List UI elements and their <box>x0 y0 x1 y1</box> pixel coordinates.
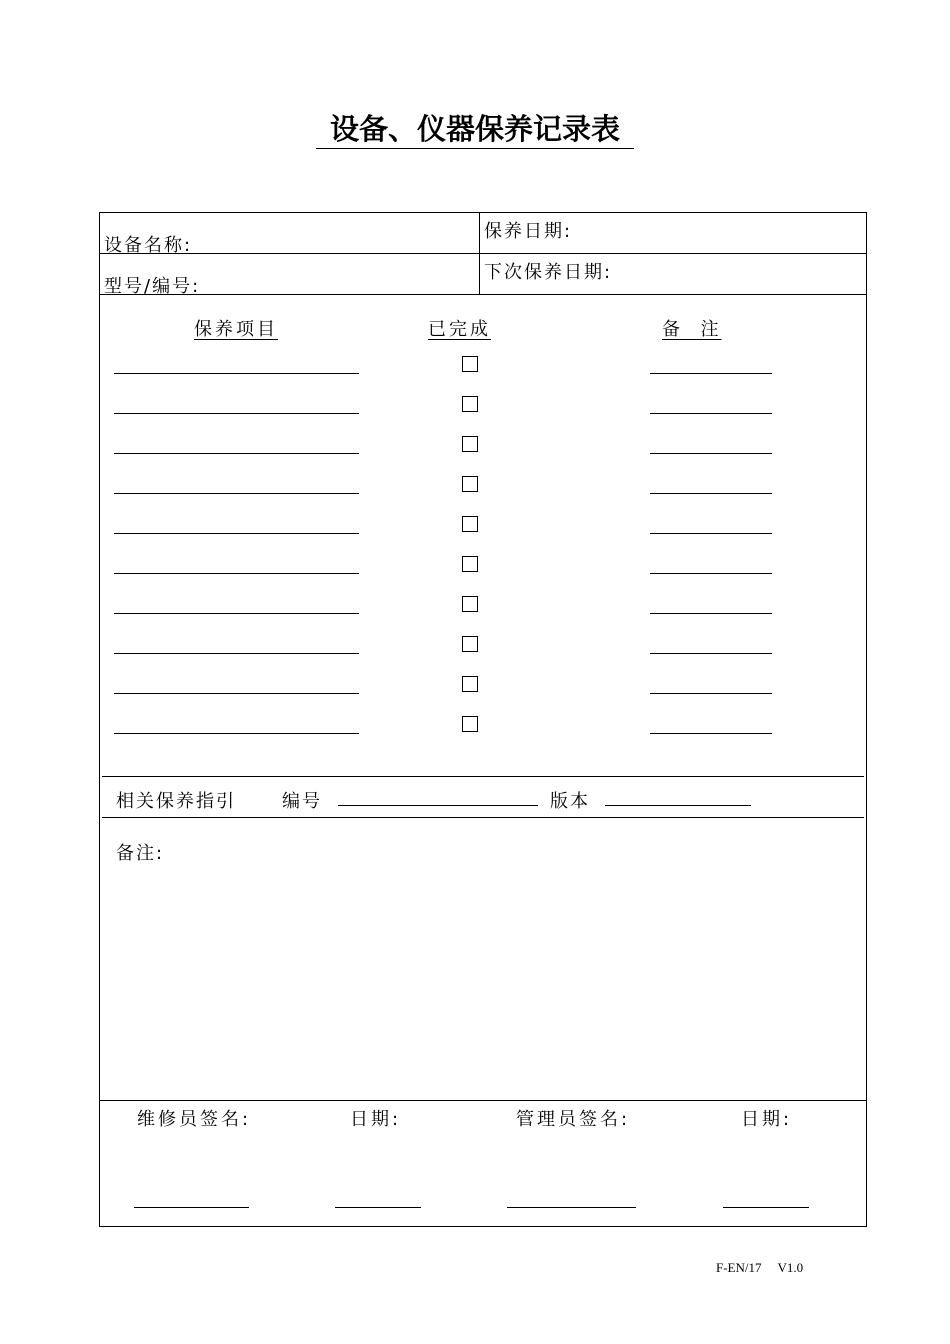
done-checkbox[interactable] <box>462 356 478 372</box>
maintenance-date-label: 保养日期: <box>484 221 573 242</box>
guide-label: 相关保养指引 <box>116 791 236 812</box>
item-entry-line[interactable] <box>114 413 359 414</box>
remark-entry-line[interactable] <box>650 733 772 734</box>
date-label-1: 日期: <box>350 1109 402 1130</box>
item-entry-line[interactable] <box>114 533 359 534</box>
signature-divider <box>100 1100 866 1101</box>
header-divider-1 <box>100 253 866 254</box>
item-entry-line[interactable] <box>114 613 359 614</box>
done-checkbox[interactable] <box>462 476 478 492</box>
maintainer-signature-field[interactable] <box>134 1207 249 1208</box>
done-checkbox[interactable] <box>462 596 478 612</box>
done-checkbox[interactable] <box>462 716 478 732</box>
header-divider-2 <box>100 294 866 295</box>
remark-entry-line[interactable] <box>650 613 772 614</box>
item-entry-line[interactable] <box>114 693 359 694</box>
remark-entry-line[interactable] <box>650 373 772 374</box>
done-checkbox[interactable] <box>462 556 478 572</box>
footer <box>716 1260 803 1276</box>
maintenance-form <box>99 212 867 1227</box>
guide-row <box>102 776 864 818</box>
remark-entry-line[interactable] <box>650 573 772 574</box>
remark-entry-line[interactable] <box>650 493 772 494</box>
done-checkbox[interactable] <box>462 636 478 652</box>
date-label-2: 日期: <box>741 1109 793 1130</box>
done-checkbox[interactable] <box>462 516 478 532</box>
form-title-text: 设备、仪器保养记录表 <box>316 110 634 149</box>
column-header-done: 已完成 <box>428 319 491 340</box>
item-entry-line[interactable] <box>114 373 359 374</box>
remark-entry-line[interactable] <box>650 653 772 654</box>
item-entry-line[interactable] <box>114 573 359 574</box>
guide-number-label: 编号 <box>282 791 322 812</box>
item-entry-line[interactable] <box>114 653 359 654</box>
guide-version-field[interactable] <box>605 805 751 806</box>
form-code: F-EN/17 <box>716 1260 762 1275</box>
header-vertical-divider <box>479 213 480 294</box>
item-entry-line[interactable] <box>114 453 359 454</box>
remark-entry-line[interactable] <box>650 533 772 534</box>
done-checkbox[interactable] <box>462 396 478 412</box>
guide-number-field[interactable] <box>338 805 538 806</box>
column-header-remark: 备 注 <box>662 319 722 340</box>
equipment-name-label: 设备名称: <box>104 235 193 256</box>
remarks-label: 备注: <box>116 843 165 864</box>
form-title <box>0 110 950 149</box>
manager-signature-label: 管理员签名: <box>516 1109 631 1130</box>
maintainer-signature-label: 维修员签名: <box>137 1109 252 1130</box>
column-header-item: 保养项目 <box>194 319 278 340</box>
remark-entry-line[interactable] <box>650 693 772 694</box>
item-entry-line[interactable] <box>114 733 359 734</box>
remark-entry-line[interactable] <box>650 453 772 454</box>
date-field-2[interactable] <box>723 1207 809 1208</box>
item-entry-line[interactable] <box>114 493 359 494</box>
manager-signature-field[interactable] <box>507 1207 636 1208</box>
guide-version-label: 版本 <box>550 791 590 812</box>
remarks-area[interactable] <box>114 869 854 1089</box>
remark-entry-line[interactable] <box>650 413 772 414</box>
done-checkbox[interactable] <box>462 436 478 452</box>
done-checkbox[interactable] <box>462 676 478 692</box>
next-maintenance-date-label: 下次保养日期: <box>484 262 613 283</box>
form-version: V1.0 <box>777 1260 804 1275</box>
model-number-label: 型号/编号: <box>104 276 201 297</box>
date-field-1[interactable] <box>335 1207 421 1208</box>
